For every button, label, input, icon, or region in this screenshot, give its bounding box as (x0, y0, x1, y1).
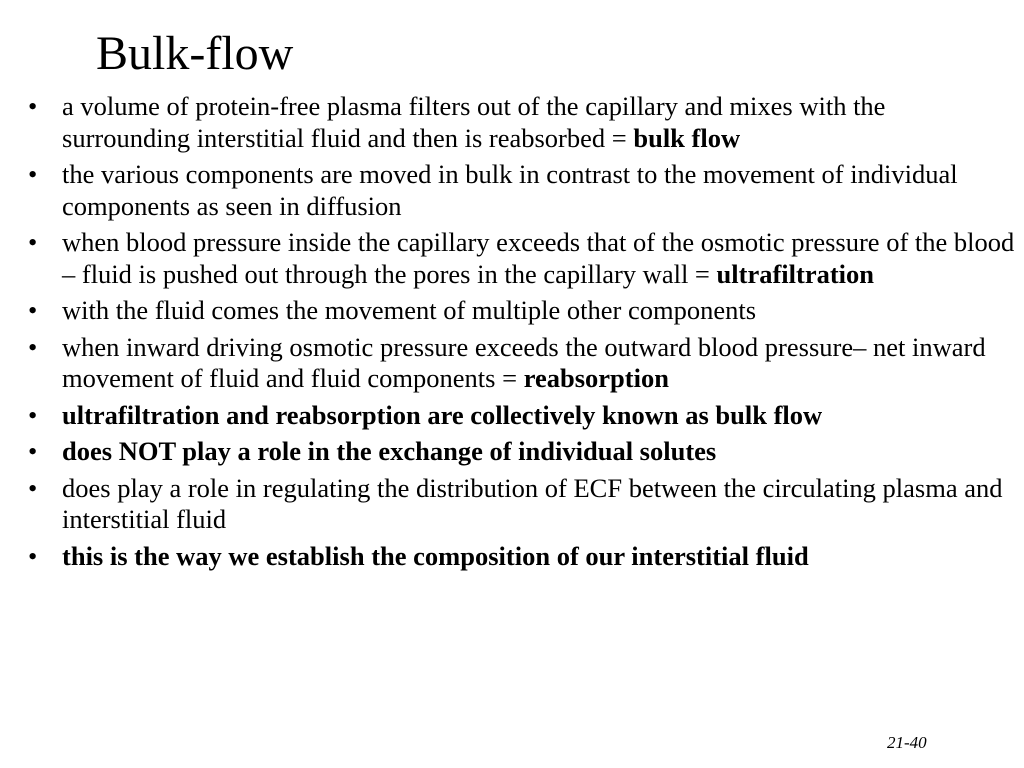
bullet-text: the various components are moved in bulk in contrast to the movement of individual components as seen in diffusion (62, 159, 958, 221)
bullet-text-body: when inward driving osmotic pressure exceeds the outward blood pressure– net inward movement of fluid and fluid components = (62, 331, 986, 393)
bullet-text: does play a role in regulating the distribution of ECF between the circulating plasma and interstitial fluid (62, 472, 1003, 534)
bullet-icon: • (28, 295, 38, 325)
bullet-icon: • (28, 399, 38, 430)
bullet-item-ecf-distribution (24, 473, 1020, 536)
bullet-text: with the fluid comes the movement of multiple other components (62, 295, 757, 325)
bullet-item-interstitial-composition (24, 541, 1020, 573)
slide-title: Bulk-flow (96, 27, 294, 80)
bullet-icon: • (28, 91, 38, 121)
bullet-item-bulk-movement (24, 159, 1020, 222)
bullet-icon: • (28, 540, 38, 571)
bullet-item-reabsorption (24, 332, 1020, 395)
bullet-item-collectively-known (24, 400, 1020, 432)
bullet-item-ultrafiltration (24, 227, 1020, 290)
slide-number: 21-40 (887, 733, 927, 752)
bullet-text (62, 91, 885, 153)
bullet-item-other-components (24, 295, 1020, 327)
bullet-text-body: a volume of protein-free plasma filters out of the capillary and mixes with the surrounding interstitial fluid and then is reabsorbed = (62, 91, 886, 153)
bullet-text-body: when blood pressure inside the capillary exceeds that of the osmotic pressure of the blood – fluid is pushed out through the pores in the capillary wall = (62, 227, 1015, 289)
bullet-item-bulk-flow-definition (24, 91, 1020, 154)
bullet-icon: • (28, 472, 38, 503)
bullet-item-no-solute-exchange (24, 436, 1020, 468)
bullet-icon: • (28, 227, 38, 257)
bullet-text: ultrafiltration and reabsorption are collectively known as bulk flow (62, 399, 823, 430)
bullet-text (62, 332, 986, 394)
bullet-icon: • (28, 159, 38, 189)
bullet-term-reabsorption: reabsorption (523, 363, 669, 393)
bullet-icon: • (28, 331, 38, 362)
bullet-term-ultrafiltration: ultrafiltration (716, 258, 875, 289)
bullet-text: does NOT play a role in the exchange of individual solutes (62, 436, 717, 466)
bullet-icon: • (28, 436, 38, 466)
bullet-term-bulk-flow: bulk flow (633, 122, 741, 153)
bullet-text: this is the way we establish the composition of our interstitial fluid (62, 540, 809, 571)
bullet-text (62, 227, 1014, 289)
bullet-list (24, 91, 1020, 572)
